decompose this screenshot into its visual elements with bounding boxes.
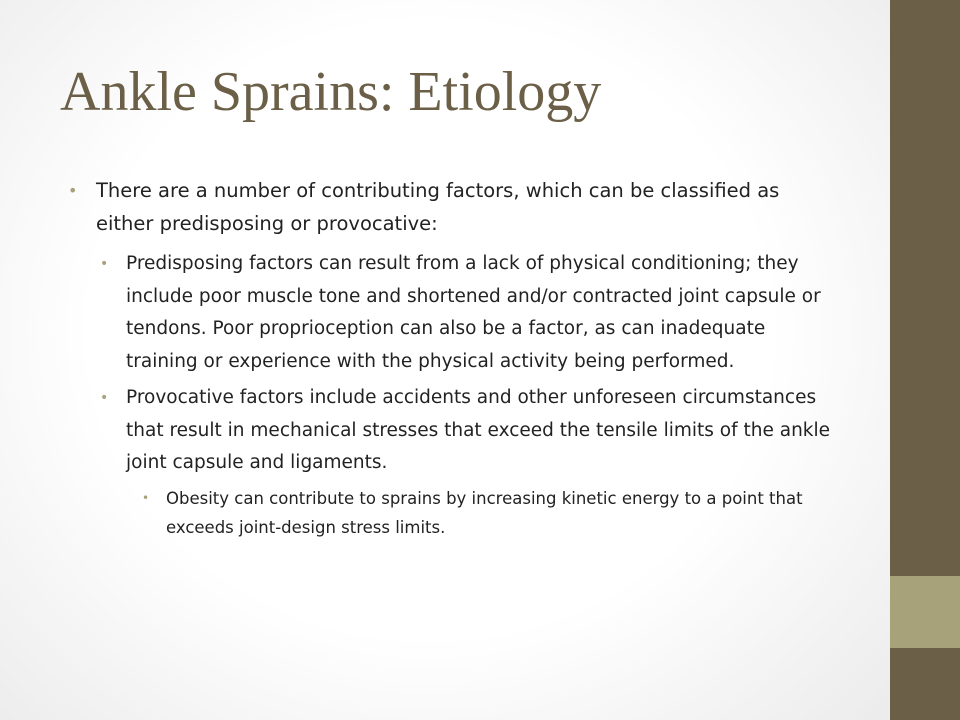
bullet-icon: • <box>100 390 109 406</box>
bullet-item-obesity <box>60 484 840 542</box>
bullet-item-provocative-factors <box>60 382 840 480</box>
slide-title: Ankle Sprains: Etiology <box>60 61 602 123</box>
bullet-text: Provocative factors include accidents and other unforeseen circumstances that result in mechanical stresses that exceed the tensile limits of the ankle joint capsule and ligaments. <box>126 387 831 473</box>
bullet-icon: • <box>100 256 109 272</box>
bullet-icon: • <box>142 490 150 505</box>
bullet-text: There are a number of contributing factors, which can be classified as either predisposing or provocative: <box>96 179 780 235</box>
bullet-text: Obesity can contribute to sprains by increasing kinetic energy to a point that exceeds joint-design stress limits. <box>166 488 803 537</box>
bullet-text: Predisposing factors can result from a lack of physical conditioning; they include poor muscle tone and shortened and/or contracted joint capsule or tendons. Poor proprioception can also be a factor, as can inadequate training or experience with the physical activity being performed. <box>126 253 821 372</box>
bullet-item-contributing-factors <box>60 174 840 240</box>
bullet-list <box>60 174 840 542</box>
bullet-item-predisposing-factors <box>60 248 840 378</box>
bullet-icon: • <box>68 181 78 200</box>
sidebar-accent-block <box>890 576 960 648</box>
